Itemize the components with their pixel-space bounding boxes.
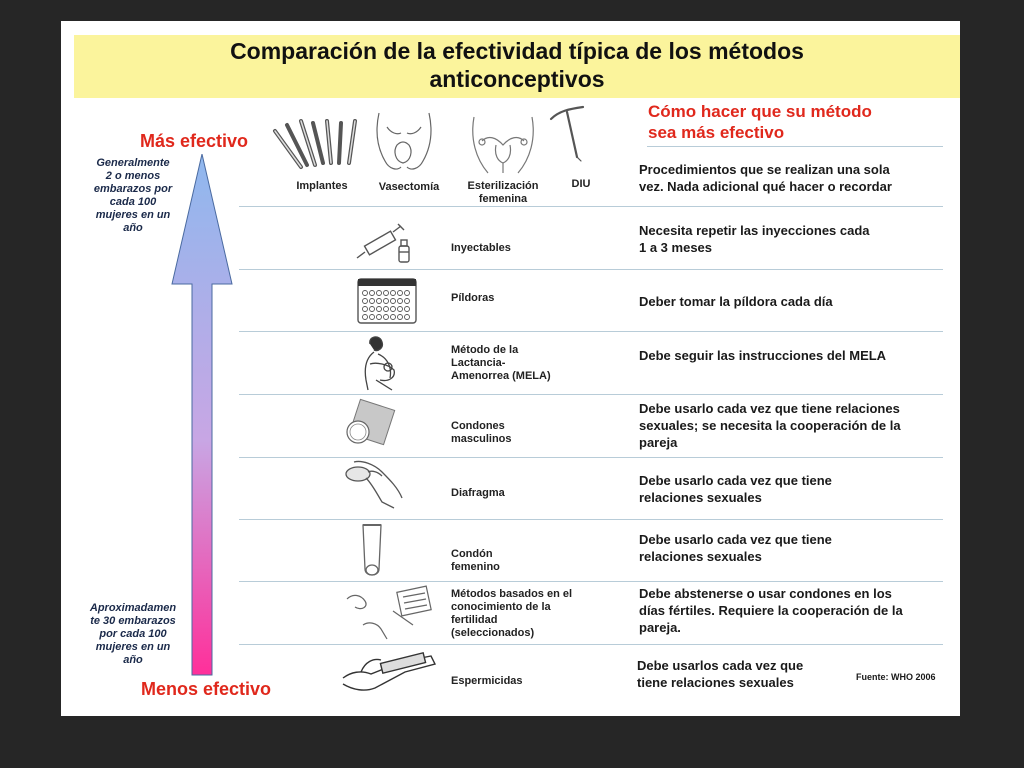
male-condom-icon [338,398,408,455]
instruction-line: Debe seguir las instrucciones del MELA [639,348,887,363]
method-lam [451,344,601,383]
how-to-heading [648,101,938,143]
method-name-line: Lactancia- [451,357,506,369]
how-to-line-2: sea más efectivo [648,123,785,142]
instruction-line: relaciones sexuales [639,549,762,564]
spermicide-icon [341,648,437,699]
instruction-line: Debe abstenerse o usar condones en los [639,586,892,601]
breastfeeding-icon [358,334,404,397]
instruction-lam [639,347,949,364]
instruction-line: 1 a 3 meses [639,240,713,255]
instruction-line: pareja [639,435,678,450]
iud-label [561,178,601,191]
note-least-effective [81,602,185,667]
method-name-line: femenino [451,561,500,573]
row-divider [239,519,943,520]
page-title [74,37,960,93]
method-name-line: Amenorrea (MELA) [451,370,551,382]
note-bottom-line: por cada 100 [99,628,167,640]
note-bottom-line: Aproximadamen [89,602,177,614]
syringe-icon [355,220,417,271]
method-name-line: Inyectables [451,242,511,254]
row-divider [239,206,943,207]
sterilization-label [455,180,551,206]
instruction-line: Necesita repetir las inyecciones cada [639,223,870,238]
row-divider [239,581,943,582]
title-line-1: Comparación de la efectividad típica de los métodos [230,38,804,64]
instruction-line: Debe usarlo cada vez que tiene [639,532,832,547]
title-line-2: anticonceptivos [429,66,605,92]
instruction-pills [639,293,949,310]
note-top-line: cada 100 [109,196,157,208]
fertility-calendar-icon [343,585,437,648]
instruction-fertility-awareness [639,585,949,636]
effectiveness-arrow [171,154,233,676]
sterilization-text: femenina [478,193,528,205]
arrow-shape [172,154,232,675]
female-condom-icon [357,521,387,586]
source-citation: Fuente: WHO 2006 [856,672,936,682]
implants-icon [271,117,361,178]
vasectomy-icon [371,111,437,178]
instruction-female-condom [639,531,949,565]
note-top-line: mujeres en un [95,209,171,221]
most-effective-label: Más efectivo [140,131,249,151]
iud-text: DIU [571,178,591,190]
how-to-underline [647,146,943,147]
method-name-line: Condones [451,420,505,432]
vasectomy-text: Vasectomía [378,181,440,193]
how-to-line-1: Cómo hacer que su método [648,102,872,121]
instruction-line: relaciones sexuales [639,490,762,505]
title-band [74,35,960,98]
row-divider [239,269,943,270]
method-injectables [451,242,601,255]
instruction-line: Procedimientos que se realizan una sola [639,162,890,177]
method-female-condom [451,548,601,574]
instruction-permanent [639,161,949,195]
instruction-line: vez. Nada adicional qué hacer o recordar [639,179,892,194]
method-name-line: Método de la [451,344,519,356]
method-pills [451,292,601,305]
note-top-line: 2 o menos [105,170,161,182]
instruction-diaphragm [639,472,949,506]
note-bottom-line: mujeres en un [95,641,171,653]
instruction-line: tiene relaciones sexuales [637,675,794,690]
diaphragm-icon [342,458,404,515]
method-name-line: Píldoras [451,292,495,304]
iud-icon [547,105,593,168]
method-diaphragm [451,487,601,500]
method-fertility-awareness [451,588,601,640]
note-top-line: año [123,222,143,234]
instruction-line: Debe usarlo cada vez que tiene [639,473,832,488]
instruction-line: Deber tomar la píldora cada día [639,294,833,309]
method-spermicides [451,675,601,688]
sterilization-text: Esterilización [467,180,539,192]
instruction-injectables [639,222,949,256]
method-name-line: Métodos basados en el [451,588,573,600]
method-name-line: Condón [451,548,493,560]
instruction-line: Debe usarlo cada vez que tiene relaciones [639,401,900,416]
note-bottom-line: año [123,654,143,666]
instruction-male-condoms [639,400,949,451]
instruction-line: pareja. [639,620,681,635]
row-divider [239,331,943,332]
note-top-line: Generalmente [96,157,170,169]
instruction-line: Debe usarlos cada vez que [637,658,804,673]
note-most-effective [81,157,185,235]
method-name-line: conocimiento de la [451,601,551,613]
instruction-line: sexuales; se necesita la cooperación de la [639,418,901,433]
vasectomy-label [369,181,449,194]
pill-pack-icon [357,278,417,329]
note-top-line: embarazos por [93,183,173,195]
method-name-line: fertilidad [451,614,498,626]
method-name-line: (seleccionados) [451,627,535,639]
implants-text: Implantes [296,180,348,192]
method-male-condoms [451,420,601,446]
method-name-line: Espermicidas [451,675,523,687]
implants-label [287,180,357,193]
sterilization-icon [468,115,538,182]
least-effective-label: Menos efectivo [141,679,272,699]
method-name-line: Diafragma [451,487,505,499]
slide [61,21,960,716]
instruction-line: días fértiles. Requiere la cooperación de la [639,603,903,618]
note-bottom-line: te 30 embarazos [90,615,176,627]
method-name-line: masculinos [451,433,512,445]
row-divider [239,394,943,395]
